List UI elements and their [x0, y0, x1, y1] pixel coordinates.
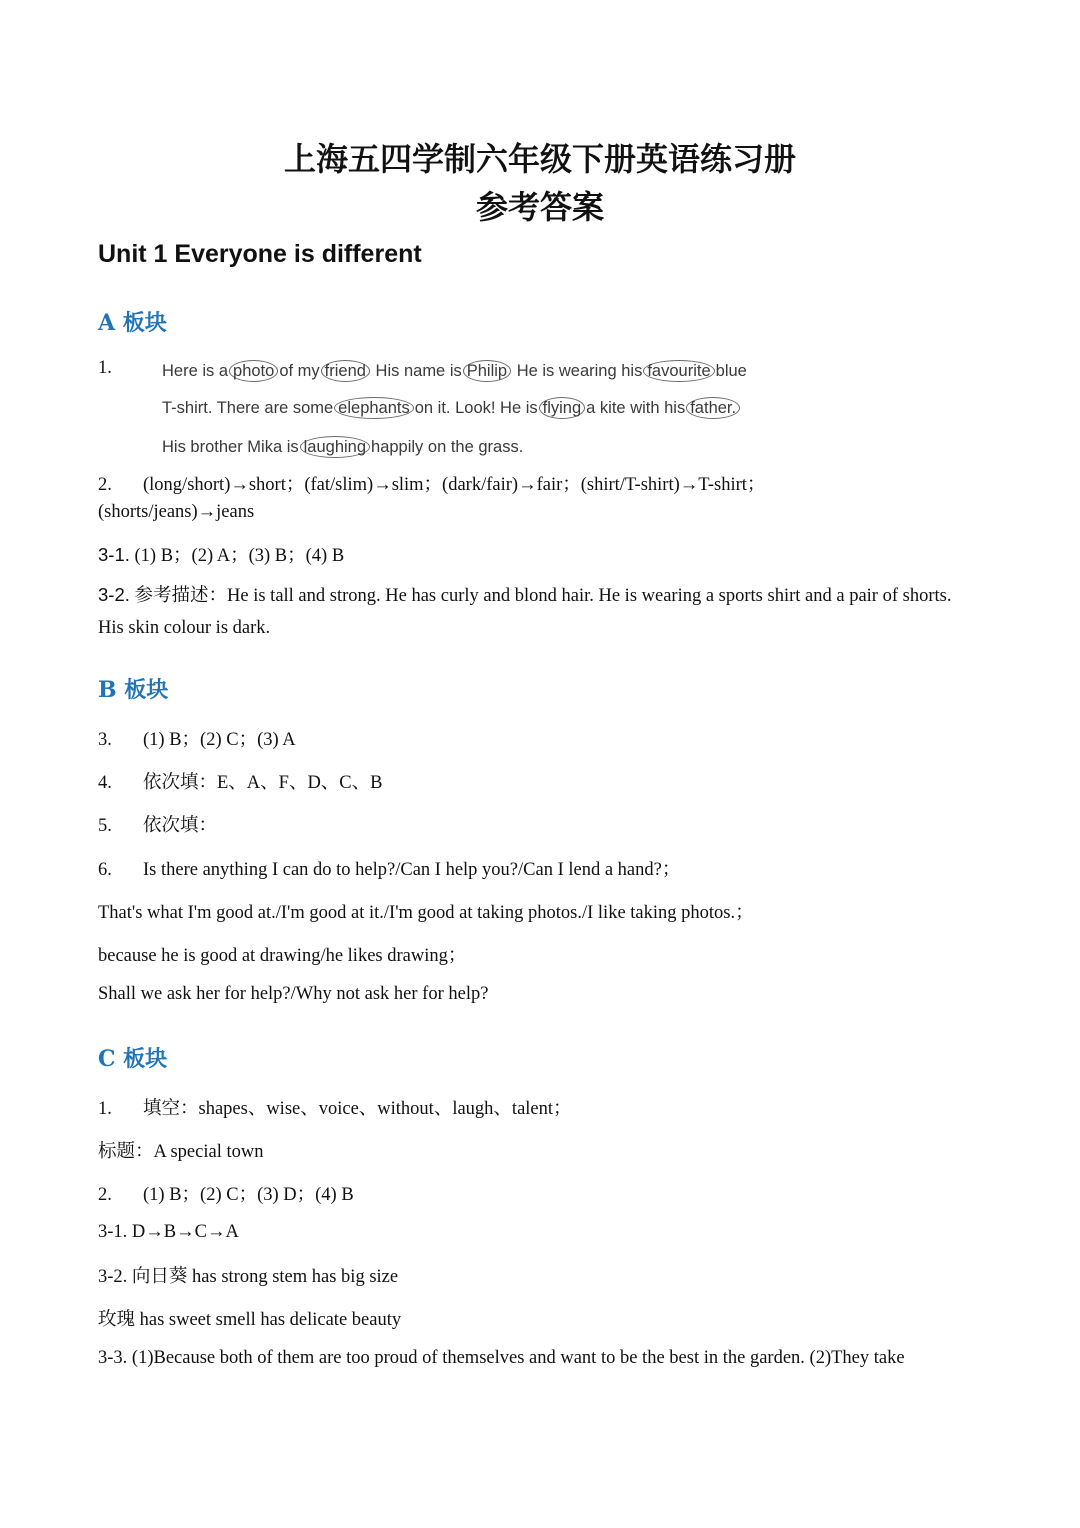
- c-item-3-3: 3-3. (1)Because both of them are too proud of themselves and want to be the best in the garden. (2)They take: [98, 1348, 905, 1368]
- item-number: 5.: [98, 816, 112, 836]
- a-item3-2: [98, 579, 978, 644]
- circled-word: friend: [321, 360, 370, 382]
- circled-word: father.: [686, 397, 740, 419]
- passage-text: His brother Mika is: [162, 438, 299, 456]
- a-item2-continued: (shorts/jeans)→jeans: [98, 502, 255, 522]
- b-item-6-line-3: because he is good at drawing/he likes drawing；: [98, 946, 467, 966]
- passage-line-3: [162, 436, 523, 458]
- passage-text: He is wearing his: [516, 362, 643, 380]
- passage-text: a kite with his: [586, 399, 686, 417]
- c-item-3-2-line-2: 玫瑰 has sweet smell has delicate beauty: [98, 1310, 402, 1330]
- passage-text: blue: [715, 362, 747, 380]
- b-item-5: [98, 811, 217, 837]
- item-text: (long/short)→short；(fat/slim)→slim；(dark/fair)→fair；(shirt/T-shirt)→T-shirt；: [143, 475, 766, 495]
- item-number: 3-1.: [98, 544, 130, 565]
- passage-text: on it. Look! He is: [414, 399, 538, 417]
- c-item-3-1: 3-1. D→B→C→A: [98, 1222, 239, 1242]
- circled-word: flying: [539, 397, 586, 419]
- document-subtitle: 参考答案: [475, 188, 604, 226]
- circled-word: photo: [229, 360, 278, 382]
- item-text: (1) B；(2) C；(3) A: [143, 730, 296, 750]
- a-item2: [98, 470, 765, 496]
- b-item-3: [98, 725, 296, 751]
- b-item-6-line-4: Shall we ask her for help?/Why not ask her for help?: [98, 984, 489, 1004]
- item-text: (1) B；(2) C；(3) D；(4) B: [143, 1185, 354, 1205]
- circled-word: elephants: [334, 397, 414, 419]
- item-text: 填空：shapes、wise、voice、without、laugh、talent；: [143, 1099, 572, 1119]
- passage-text: T-shirt. There are some: [162, 399, 334, 417]
- passage-line-2: [162, 397, 741, 419]
- c-item-2: [98, 1180, 354, 1206]
- a-item3-1: [98, 541, 344, 567]
- c-item-3-2-line-1: 3-2. 向日葵 has strong stem has big size: [98, 1267, 399, 1287]
- b-item-6: [98, 855, 680, 881]
- b-item-4: [98, 768, 383, 794]
- item-number: 2.: [98, 1185, 112, 1205]
- section-b-heading: B 板块: [98, 677, 169, 703]
- passage-text: of my: [279, 362, 320, 380]
- passage-text: happily on the grass.: [371, 438, 524, 456]
- item-text: Is there anything I can do to help?/Can I help you?/Can I lend a hand?；: [143, 860, 681, 880]
- b-item-6-line-2: That's what I'm good at./I'm good at it./I'm good at taking photos./I like taking photos.；: [98, 903, 754, 923]
- item-text: 依次填：: [143, 816, 218, 836]
- item-number: 3-2.: [98, 584, 130, 605]
- passage-text: His name is: [375, 362, 462, 380]
- c-item-1-title: 标题：A special town: [98, 1142, 264, 1162]
- item-text: 依次填：E、A、F、D、C、B: [143, 773, 383, 793]
- section-a-heading: A 板块: [98, 310, 167, 336]
- passage-text: Here is a: [162, 362, 229, 380]
- unit-heading: Unit 1 Everyone is different: [98, 240, 422, 268]
- circled-word: laughing: [300, 436, 370, 458]
- item-number: 6.: [98, 860, 112, 880]
- document-title: 上海五四学制六年级下册英语练习册: [283, 140, 796, 178]
- item-number: 2.: [98, 475, 112, 495]
- item-number: 3.: [98, 730, 112, 750]
- item-number: 4.: [98, 773, 112, 793]
- passage-line-1: [162, 360, 747, 382]
- section-c-heading: C 板块: [98, 1046, 168, 1072]
- circled-word: Philip: [463, 360, 511, 382]
- item-number: 1.: [98, 1099, 112, 1119]
- c-item-1: [98, 1094, 572, 1120]
- item-text: (1) B；(2) A；(3) B；(4) B: [129, 546, 345, 566]
- item-text: 参考描述：He is tall and strong. He has curly and blond hair. He is wearing a sports shirt and a pair of shorts. His skin colour is dark.: [98, 586, 952, 638]
- a-item1-number: 1.: [98, 358, 112, 378]
- circled-word: favourite: [643, 360, 714, 382]
